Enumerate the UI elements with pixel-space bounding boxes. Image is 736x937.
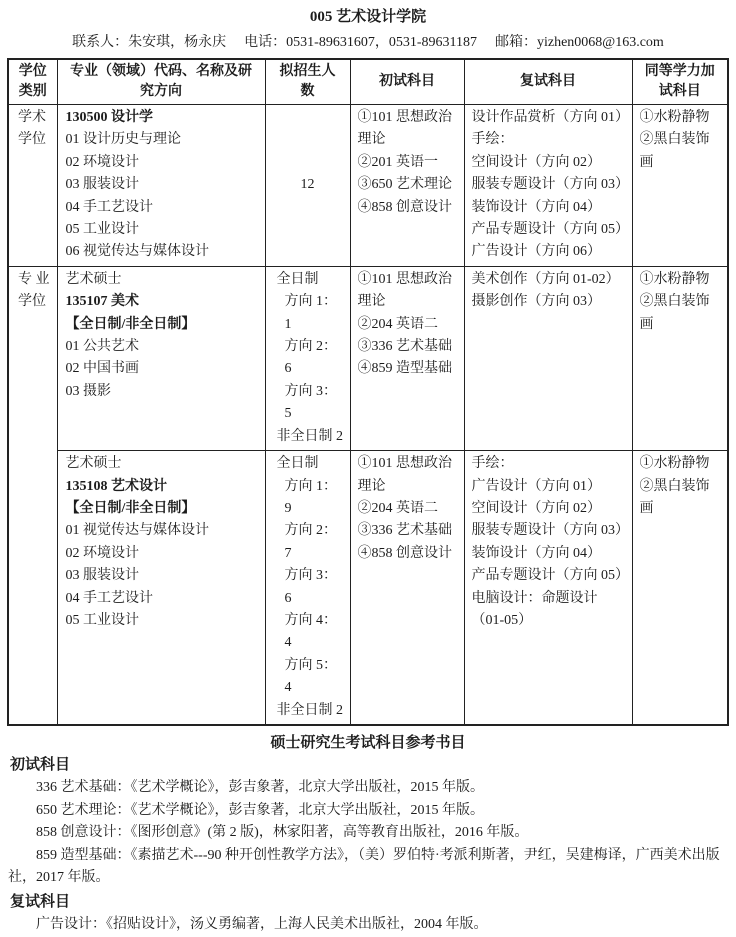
text-line: ②204 英语二 [357, 316, 438, 332]
header-major: 专业（领域）代码、名称及研究方向 [57, 59, 265, 105]
text-line: 美术创作（方向 01-02） [471, 271, 620, 287]
contact-phone: 电话：0531-89631607，0531-89631187 [244, 35, 477, 50]
text-line: 135107 美术 [65, 294, 139, 310]
text-line: 手绘： [471, 456, 514, 472]
text-line: ③336 艺术基础 [357, 339, 452, 355]
text-line: 336 艺术基础：《艺术学概论》，彭吉象著，北京大学出版社，2015 年版。 [36, 779, 484, 795]
cell-equivalency-exam-fine-arts [632, 266, 728, 450]
text-line: ①101 思想政治理论 [357, 456, 452, 494]
table-header-row [8, 59, 728, 105]
second-exam-heading: 复试科目 [10, 893, 71, 910]
cell-quota-design [265, 105, 350, 267]
text-line: 产品专题设计（方向 05） [471, 568, 629, 584]
cell-initial-exam-fine-arts [350, 266, 464, 450]
text-line: 135108 艺术设计 [65, 478, 167, 494]
text-line: 方向 4：4 [284, 612, 337, 651]
cell-major-fine-arts [57, 266, 265, 450]
text-line: ①水粉静物 [639, 110, 710, 125]
text-line: 手绘： [471, 132, 514, 148]
text-line: ②黑白装饰画 [639, 132, 710, 170]
cell-equivalency-exam-art-design [632, 451, 728, 725]
text-line: 01 公共艺术 [65, 339, 139, 355]
text-line: 学位 [18, 132, 46, 148]
text-line: 非全日制 2 [276, 702, 343, 718]
cell-initial-exam-design [350, 105, 464, 267]
cell-second-exam-design [464, 105, 632, 267]
text-line: 学术 [18, 110, 46, 125]
text-line: 艺术硕士 [65, 456, 122, 472]
text-line: 方向 3：5 [284, 383, 337, 422]
text-line: 05 工业设计 [65, 612, 139, 628]
text-line: ①101 思想政治理论 [357, 110, 452, 148]
text-line: 空间设计（方向 02） [471, 500, 601, 516]
text-line: 产品专题设计（方向 05） [471, 222, 629, 238]
text-line: ①101 思想政治理论 [357, 271, 452, 310]
text-line: ②黑白装饰画 [639, 294, 710, 332]
text-line: ④858 创意设计 [357, 199, 452, 215]
text-line: 全日制 [276, 271, 319, 287]
reference-title: 硕士研究生考试科目参考书目 [270, 734, 466, 751]
table-row-professional-design [8, 451, 728, 725]
text-line: ①水粉静物 [639, 271, 710, 287]
text-line: 方向 1：1 [284, 294, 337, 332]
text-line: 04 手工艺设计 [65, 590, 153, 606]
contact-person: 联系人：朱安琪，杨永庆 [72, 35, 227, 50]
text-line: ①水粉静物 [639, 456, 710, 472]
header-second-exam: 复试科目 [464, 59, 632, 105]
text-line: 方向 2：6 [284, 339, 337, 377]
text-line: 学位 [18, 294, 46, 310]
text-line: 广告设计：《招贴设计》，汤义勇编著，上海人民美术出版社，2004 年版。 [36, 916, 488, 932]
second-exam-book-list [8, 914, 728, 937]
text-line: 12 [300, 177, 315, 193]
table-row-academic [8, 105, 728, 267]
text-line: 06 视觉传达与媒体设计 [65, 244, 209, 260]
cell-second-exam-art-design [464, 451, 632, 725]
cell-equivalency-exam-design [632, 105, 728, 267]
text-line: 859 造型基础：《素描艺术---90 种开创性教学方法》，（美）罗伯特·考派利斯著，尹红，吴建梅译，广西美术出版社，2017 年版。 [8, 847, 720, 886]
cell-major-design [57, 105, 265, 267]
text-line: 02 中国书画 [65, 361, 139, 377]
reference-books-section [8, 731, 728, 937]
text-line: 设计作品赏析（方向 01） [471, 110, 629, 125]
cell-initial-exam-art-design [350, 451, 464, 725]
text-line: ②204 英语二 [357, 500, 438, 516]
text-line: 方向 5：4 [284, 657, 337, 696]
text-line: ②黑白装饰画 [639, 478, 710, 516]
text-line: 电脑设计：命题设计（01-05） [471, 590, 598, 628]
contact-line [0, 31, 736, 51]
admissions-table [7, 58, 729, 726]
text-line: 【全日制/非全日制】 [65, 316, 196, 332]
text-line: ④858 创意设计 [357, 545, 452, 561]
cell-quota-fine-arts [265, 266, 350, 450]
text-line: 专 业 [18, 271, 50, 287]
text-line: 130500 设计学 [65, 110, 153, 125]
text-line: 02 环境设计 [65, 154, 139, 170]
text-line: 艺术硕士 [65, 271, 122, 287]
text-line: 03 服装设计 [65, 568, 139, 584]
text-line: 全日制 [276, 456, 319, 472]
text-line: ④859 造型基础 [357, 361, 452, 377]
text-line: 空间设计（方向 02） [471, 154, 601, 170]
text-line: 装饰设计（方向 04） [471, 545, 601, 561]
cell-quota-art-design [265, 451, 350, 725]
text-line: 摄影创作（方向 03） [471, 294, 601, 310]
initial-exam-heading: 初试科目 [10, 756, 71, 773]
text-line: 01 设计历史与理论 [65, 132, 181, 148]
text-line: 方向 1：9 [284, 478, 337, 516]
text-line: 04 手工艺设计 [65, 199, 153, 215]
text-line: 装饰设计（方向 04） [471, 199, 601, 215]
text-line: 01 视觉传达与媒体设计 [65, 523, 209, 539]
text-line: 05 工业设计 [65, 222, 139, 238]
table-row-professional-art [8, 266, 728, 450]
text-line: 02 环境设计 [65, 545, 139, 561]
text-line: 650 艺术理论：《艺术学概论》，彭吉象著，北京大学出版社，2015 年版。 [36, 802, 484, 818]
cell-major-art-design [57, 451, 265, 725]
page-title: 005 艺术设计学院 [309, 9, 427, 25]
text-line: 服装专题设计（方向 03） [471, 177, 629, 193]
text-line: ②201 英语一 [357, 154, 438, 170]
header-initial-exam: 初试科目 [350, 59, 464, 105]
header-degree-type: 学位类别 [8, 59, 57, 105]
text-line: 【全日制/非全日制】 [65, 500, 196, 516]
text-line: 广告设计（方向 01） [471, 478, 601, 494]
cell-second-exam-fine-arts [464, 266, 632, 450]
text-line: 03 服装设计 [65, 177, 139, 193]
header-quota: 拟招生人数 [265, 59, 350, 105]
text-line: 方向 3：6 [284, 568, 337, 606]
text-line: 服装专题设计（方向 03） [471, 523, 629, 539]
text-line: 方向 2：7 [284, 523, 337, 561]
text-line: ③650 艺术理论 [357, 177, 452, 193]
text-line: 广告设计（方向 06） [471, 244, 601, 260]
text-line: 858 创意设计：《图形创意》(第 2 版)，林家阳著，高等教育出版社，2016 年版。 [36, 825, 529, 841]
cell-degree-professional [8, 266, 57, 725]
initial-exam-book-list [8, 777, 728, 890]
header-equivalency-exam: 同等学力加试科目 [632, 59, 728, 105]
cell-degree-academic [8, 105, 57, 267]
text-line: 03 摄影 [65, 383, 111, 399]
text-line: 非全日制 2 [276, 428, 343, 444]
text-line: ③336 艺术基础 [357, 523, 452, 539]
contact-email: 邮箱：yizhen0068@163.com [494, 35, 664, 50]
